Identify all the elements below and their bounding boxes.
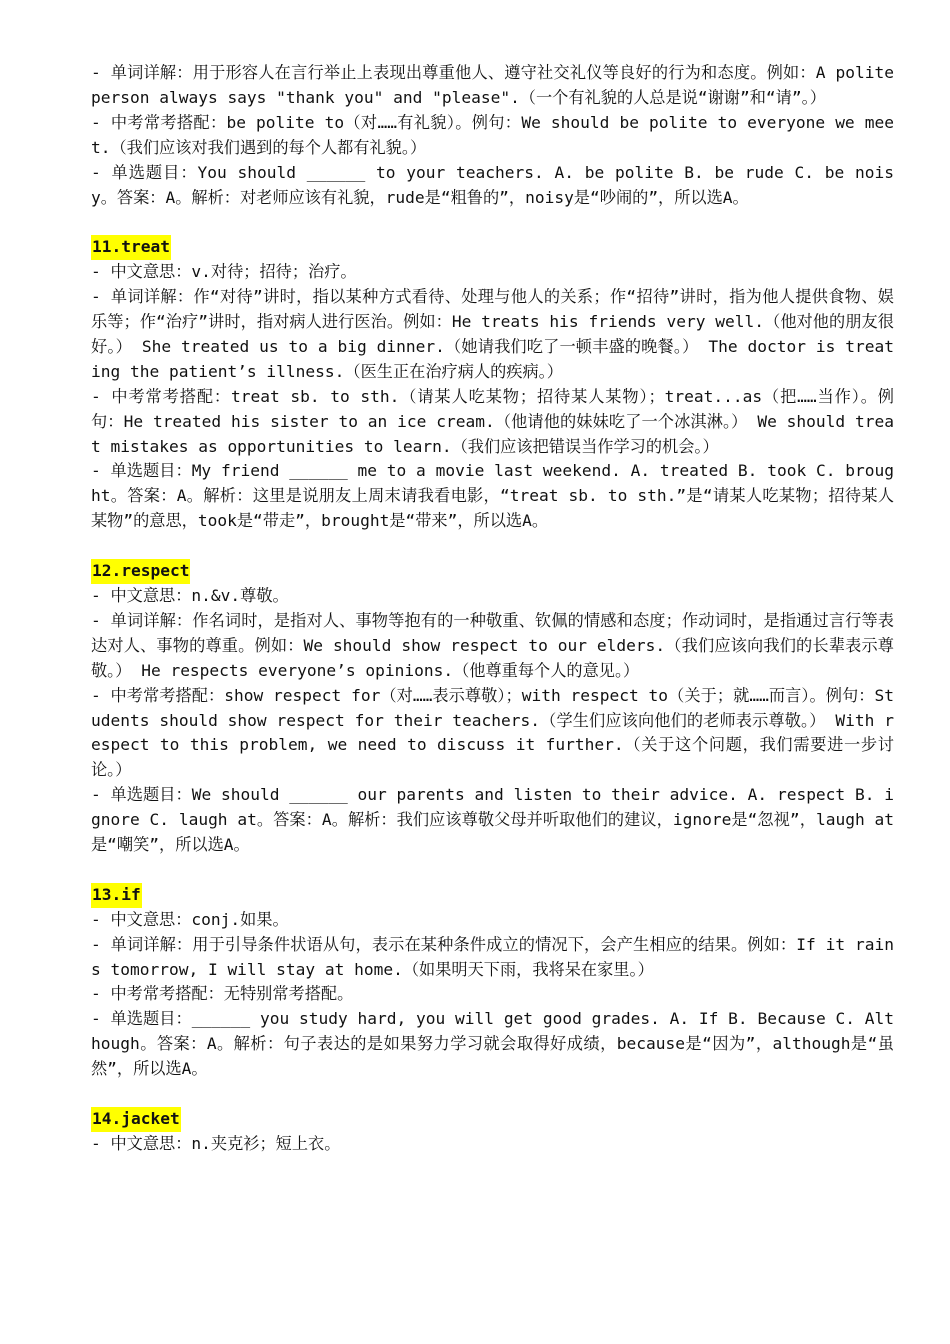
entry-line: - 中文意思：conj.如果。 xyxy=(91,909,289,929)
entry-line: - 单词详解：作名词时，是指对人、事物等抱有的一种敬重、钦佩的情感和态度；作动词时，是指通过言行等表达对人、事物的尊重。例如：We should show respect to our elders.（我们应该向我们的长辈表示尊敬。） He respects everyone’s opinions.（他尊重每个人的意见。） xyxy=(91,610,894,680)
entry-line: - 单选题目：We should ______ our parents and listen to their advice. A. respect B. ignore C. laugh at。答案：A。解析：我们应该尊敬父母并听取他们的建议，ignore是“忽视”，laugh at是“嘲笑”，所以选A。 xyxy=(91,785,894,855)
word-heading: 11.treat xyxy=(91,235,171,260)
word-heading: 14.jacket xyxy=(91,1107,181,1132)
entry-line: - 中文意思：n.&v.尊敬。 xyxy=(91,586,289,605)
entry-line: - 单选题目：My friend ______ me to a movie last weekend. A. treated B. took C. brought。答案：A。解析：这里是说朋友上周末请我看电影，“treat sb. to sth.”是“请某人吃某物；招待某人某物”的意思，took是“带走”，brought是“带来”，所以选A。 xyxy=(91,461,894,531)
entry-line: - 单选题目：You should ______ to your teachers. A. be polite B. be rude C. be noisy。答案：A。解析：对老师应该有礼貌，rude是“粗鲁的”，noisy是“吵闹的”，所以选A。 xyxy=(91,162,894,207)
entry-line: - 单词详解：作“对待”讲时，指以某种方式看待、处理与他人的关系；作“招待”讲时，指为他人提供食物、娱乐等；作“治疗”讲时，指对病人进行医治。例如：He treats his friends very well.（他对他的朋友很好。） She treated us to a big dinner.（她请我们吃了一顿丰盛的晚餐。） The doctor is treating the patient’s illness.（医生正在治疗病人的疾病。） xyxy=(91,287,894,381)
entry-line: - 中考常考搭配：show respect for（对……表示尊敬）；with respect to（关于；就……而言）。例句：Students should show respect for their teachers.（学生们应该向他们的老师表示尊敬。） With respect to this problem, we need to discuss it further.（关于这个问题，我们需要进一步讨论。） xyxy=(91,685,894,780)
entry-line: - 单词详解：用于引导条件状语从句，表示在某种条件成立的情况下，会产生相应的结果。例如：If it rains tomorrow, I will stay at home.（如果明天下雨，我将呆在家里。） xyxy=(91,934,894,979)
entry-respect xyxy=(91,534,894,858)
entry-line: - 中文意思：n.夹克衫；短上衣。 xyxy=(91,1133,341,1153)
entry-line: - 中文意思：v.对待；招待；治疗。 xyxy=(91,262,357,282)
entry-jacket xyxy=(91,1082,894,1157)
entry-if xyxy=(91,858,894,1082)
word-heading: 12.respect xyxy=(91,559,190,584)
entry-polite-continued xyxy=(91,61,894,210)
entry-line: - 中考常考搭配：be polite to（对……有礼貌）。例句：We should be polite to everyone we meet.（我们应该对我们遇到的每个人都有礼貌。） xyxy=(91,112,894,157)
entry-line: - 中考常考搭配：无特别常考搭配。 xyxy=(91,984,354,1004)
entry-line: - 单选题目：______ you study hard, you will get good grades. A. If B. Because C. Although。答案：A。解析：句子表达的是如果努力学习就会取得好成绩，because是“因为”，although是“虽然”，所以选A。 xyxy=(91,1009,894,1079)
word-heading: 13.if xyxy=(91,883,142,908)
entry-treat xyxy=(91,210,894,534)
entry-line: - 中考常考搭配：treat sb. to sth.（请某人吃某物；招待某人某物）；treat...as（把……当作）。例句：He treated his sister to an ice cream.（他请他的妹妹吃了一个冰淇淋。） We should treat mistakes as opportunities to learn.（我们应该把错误当作学习的机会。） xyxy=(91,386,894,456)
entry-line: - 单词详解：用于形容人在言行举止上表现出尊重他人、遵守社交礼仪等良好的行为和态度。例如：A polite person always says "thank you" and "please".（一个有礼貌的人总是说“谢谢”和“请”。） xyxy=(91,63,894,107)
